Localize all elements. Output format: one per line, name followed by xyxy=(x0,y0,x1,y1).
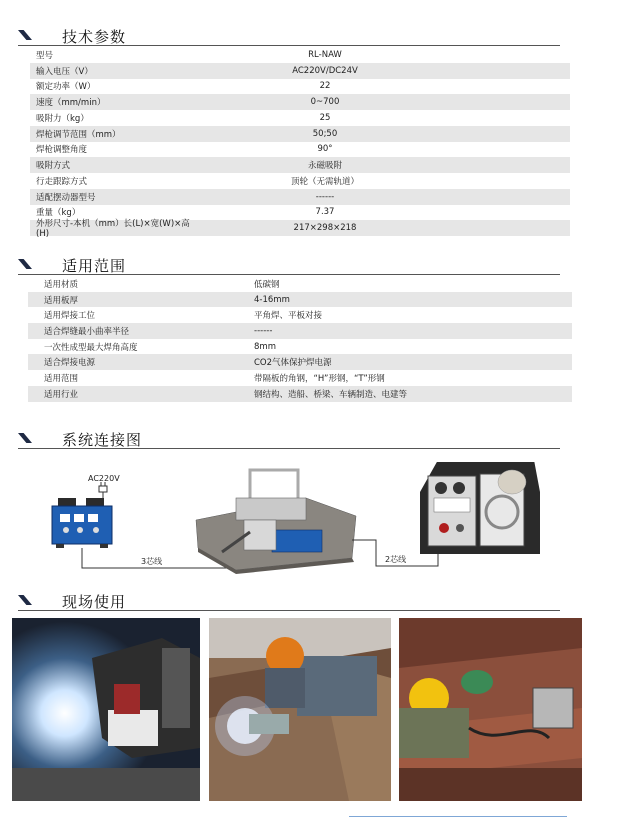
section-marker-icon xyxy=(18,595,32,605)
spec-label: 额定功率（W） xyxy=(36,82,96,93)
spec-row xyxy=(30,173,570,189)
spec-value: 22 xyxy=(319,81,331,92)
spec-label: 外形尺寸-本机（mm）长(L)×宽(W)×高(H) xyxy=(36,219,190,240)
spec-value: 7.37 xyxy=(315,207,335,218)
section-marker-icon xyxy=(18,433,32,443)
spec-label: 输入电压（V） xyxy=(36,66,93,77)
onsite-section-header xyxy=(18,589,560,611)
spec-label: 吸附方式 xyxy=(36,161,71,172)
spec-value: RL-NAW xyxy=(308,49,342,60)
spec-row xyxy=(30,126,570,142)
spec-row xyxy=(30,63,570,79)
application-label: 适用板厚 xyxy=(44,295,79,306)
spec-value: 217×298×218 xyxy=(293,223,357,234)
spec-row xyxy=(30,142,570,158)
application-row xyxy=(28,276,572,292)
spec-row xyxy=(30,94,570,110)
application-value: ------ xyxy=(254,325,273,336)
connection-diagram xyxy=(0,462,629,577)
spec-value: 90° xyxy=(317,144,333,155)
application-label: 适用焊接工位 xyxy=(44,311,96,322)
spec-value: 0~700 xyxy=(310,97,340,108)
section-marker-icon xyxy=(18,30,32,40)
spec-value: 永磁吸附 xyxy=(307,161,342,172)
application-row xyxy=(28,292,572,308)
connection-diagram-graphic xyxy=(0,462,629,577)
spec-label: 速度（mm/min） xyxy=(36,98,106,109)
spec-label: 焊枪调节范围（mm） xyxy=(36,129,121,140)
spec-value: AC220V/DC24V xyxy=(292,65,358,76)
application-label: 适合焊接电源 xyxy=(44,358,96,369)
application-row xyxy=(28,339,572,355)
spec-label: 行走跟踪方式 xyxy=(36,176,88,187)
application-value: 平角焊、平板对接 xyxy=(254,311,323,322)
application-value: CO2气体保护焊电源 xyxy=(254,358,332,369)
onsite-photo-worker-yellow-helmet xyxy=(399,618,582,801)
spec-row xyxy=(30,219,570,240)
application-table xyxy=(28,276,572,402)
spec-label: 重量（kg） xyxy=(36,208,81,219)
spec-label: 型号 xyxy=(36,50,54,61)
application-label: 适用材质 xyxy=(44,279,79,290)
controller-box-image xyxy=(52,498,112,548)
spec-value: 顶轮（无需轨道） xyxy=(290,176,359,187)
specs-section-title: 技术参数 xyxy=(62,28,127,46)
spec-label: 焊枪调整角度 xyxy=(36,145,88,156)
application-section-title: 适用范围 xyxy=(62,257,127,275)
application-value: 钢结构、造船、桥梁、车辆制造、电建等 xyxy=(254,389,408,400)
application-label: 适用范围 xyxy=(44,373,79,384)
onsite-section-title: 现场使用 xyxy=(62,593,127,611)
spec-value: 50;50 xyxy=(312,128,338,139)
application-row xyxy=(28,323,572,339)
welding-carriage-image xyxy=(196,470,356,574)
onsite-photo-worker-orange-helmet xyxy=(209,618,391,801)
connection-section-header xyxy=(18,427,560,449)
connection-section-title: 系统连接图 xyxy=(62,431,143,449)
application-section-header xyxy=(18,253,560,275)
spec-label: 吸附力（kg） xyxy=(36,113,89,124)
application-label: 适合焊缝最小曲率半径 xyxy=(44,326,130,337)
application-value: 8mm xyxy=(254,341,276,352)
application-row xyxy=(28,354,572,370)
spec-value: ------ xyxy=(315,191,335,202)
cable-3-core-label: 3芯线 xyxy=(141,557,163,566)
specs-section-header xyxy=(18,24,560,46)
spec-row xyxy=(30,110,570,126)
application-value: 带隔板的角钢，“H”形钢，“T”形钢 xyxy=(254,373,385,384)
application-label: 一次性成型最大焊角高度 xyxy=(44,342,138,353)
footer-divider xyxy=(349,816,567,817)
onsite-photo-welding-closeup xyxy=(12,618,200,801)
application-value: 低碳钢 xyxy=(254,279,280,290)
spec-row xyxy=(30,157,570,173)
application-label: 适用行业 xyxy=(44,389,79,400)
wire-feeder-image xyxy=(420,462,540,554)
application-row xyxy=(28,307,572,323)
cable-2-core-label: 2芯线 xyxy=(385,555,407,564)
spec-value: 25 xyxy=(319,112,331,123)
spec-row xyxy=(30,47,570,63)
spec-row xyxy=(30,189,570,205)
spec-row xyxy=(30,79,570,95)
application-row xyxy=(28,386,572,402)
specs-table xyxy=(30,47,570,240)
application-value: 4-16mm xyxy=(254,294,290,305)
application-row xyxy=(28,370,572,386)
power-input-label: AC220V xyxy=(88,474,120,483)
spec-label: 适配摆动器型号 xyxy=(36,192,96,203)
section-marker-icon xyxy=(18,259,32,269)
